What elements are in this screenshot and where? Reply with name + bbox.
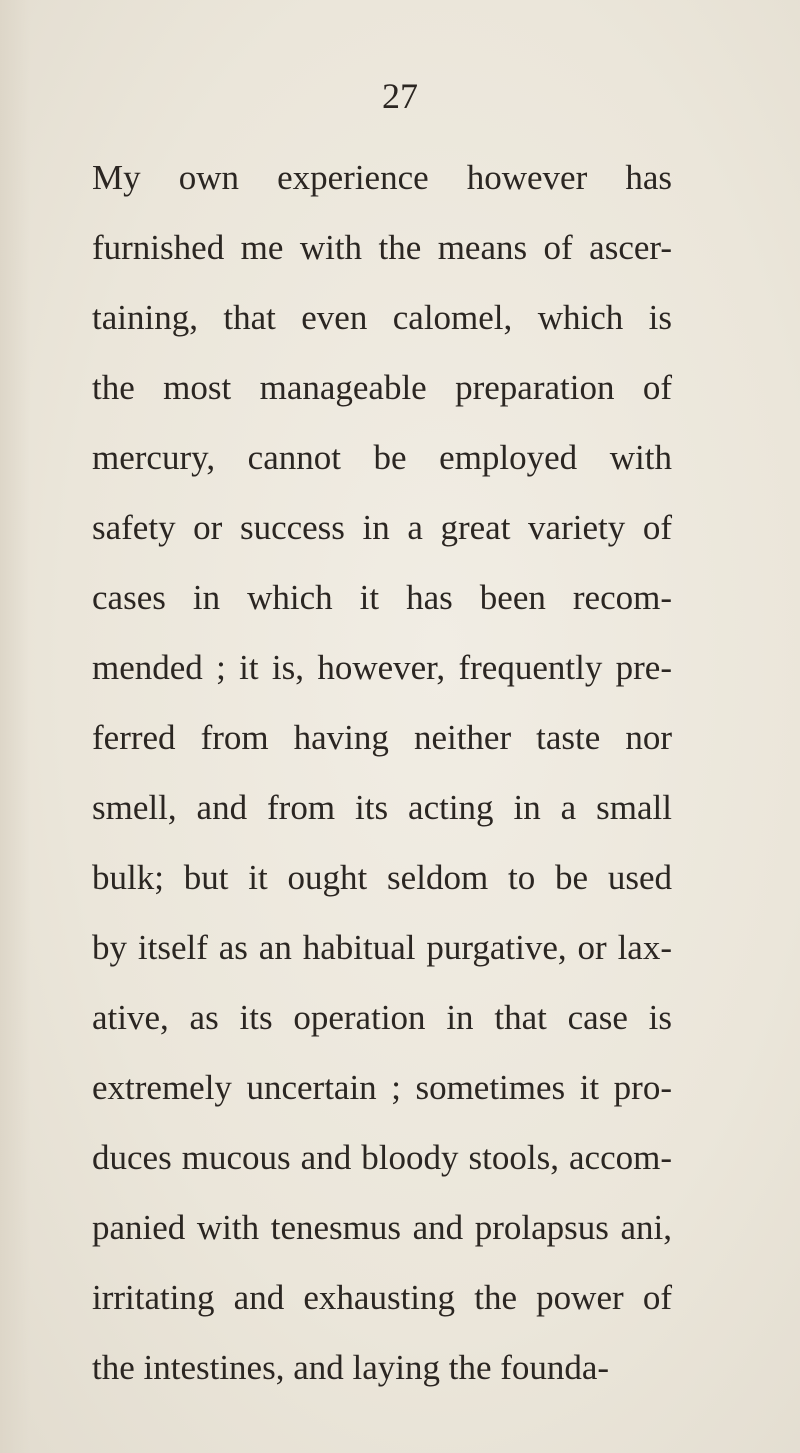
page-edge-shadow xyxy=(0,0,30,1453)
text-line-5: mercury, cannot be employed with xyxy=(92,438,672,477)
text-line-10: smell, and from its acting in a small xyxy=(92,788,672,827)
text-line-3: taining, that even calomel, which is xyxy=(92,298,672,337)
text-line-14: extremely uncertain ; sometimes it pro- xyxy=(92,1068,672,1107)
text-line-18: the intestines, and laying the founda- xyxy=(92,1348,610,1387)
text-line-13: ative, as its operation in that case is xyxy=(92,998,672,1037)
text-line-4: the most manageable preparation of xyxy=(92,368,672,407)
text-line-2: furnished me with the means of ascer- xyxy=(92,228,672,267)
text-line-17: irritating and exhausting the power of xyxy=(92,1278,672,1317)
text-line-16: panied with tenesmus and prolapsus ani, xyxy=(92,1208,672,1247)
text-line-6: safety or success in a great variety of xyxy=(92,508,672,547)
text-line-15: duces mucous and bloody stools, accom- xyxy=(92,1138,672,1177)
text-line-12: by itself as an habitual purgative, or lax- xyxy=(92,928,672,967)
body-text xyxy=(92,143,672,1403)
page-number: 27 xyxy=(382,76,418,116)
text-line-8: mended ; it is, however, frequently pre- xyxy=(92,648,672,687)
text-line-1: My own experience however has xyxy=(92,158,672,197)
text-line-9: ferred from having neither taste nor xyxy=(92,718,672,757)
text-line-7: cases in which it has been recom- xyxy=(92,578,672,617)
text-line-11: bulk; but it ought seldom to be used xyxy=(92,858,672,897)
